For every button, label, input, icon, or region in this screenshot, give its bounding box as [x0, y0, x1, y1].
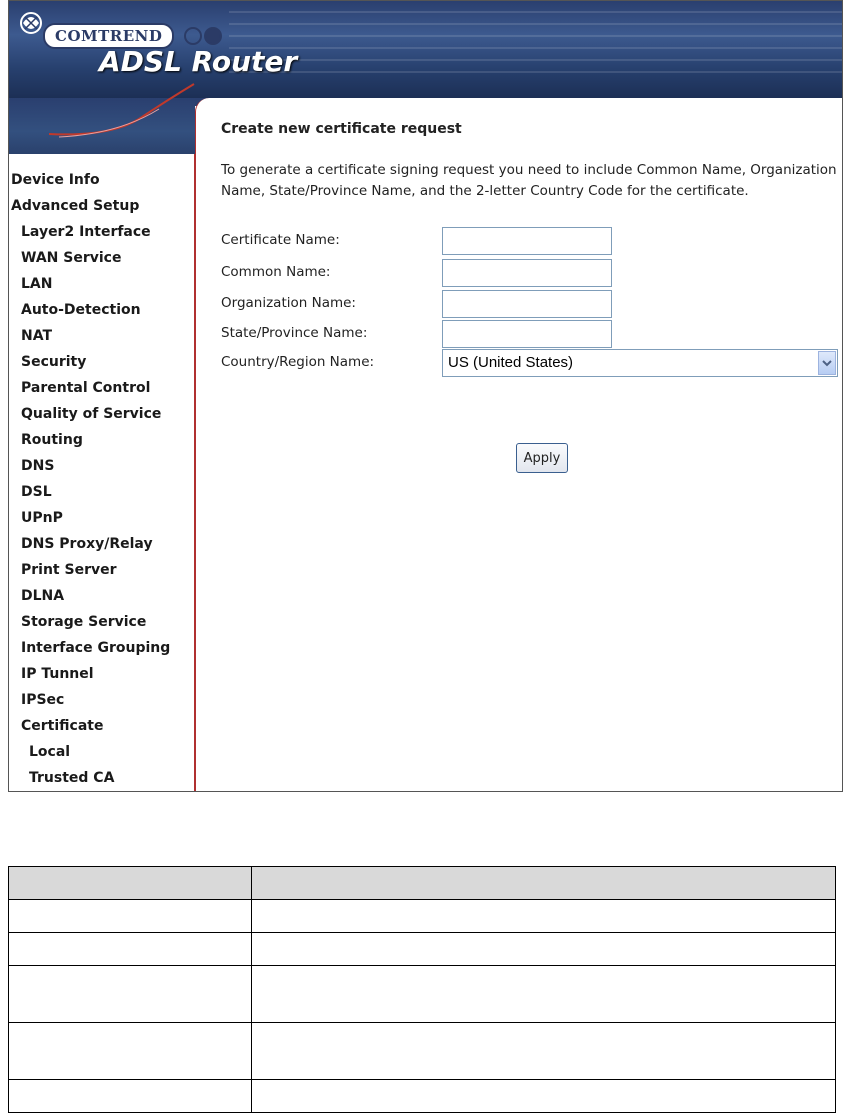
apply-button[interactable]: Apply: [516, 443, 568, 473]
sidebar-item-routing[interactable]: Routing: [21, 432, 83, 448]
sidebar-item-security[interactable]: Security: [21, 354, 87, 370]
router-web-ui-screenshot: [8, 0, 843, 792]
organization-name-label: Organization Name:: [221, 295, 356, 311]
brand-dots-icon: [184, 25, 224, 45]
table-row: [9, 1023, 836, 1080]
table-cell: [252, 966, 836, 1023]
sidebar-item-dns-proxy-relay[interactable]: DNS Proxy/Relay: [21, 536, 153, 552]
main-content: [221, 116, 841, 466]
brand-name: COMTREND: [43, 23, 174, 49]
table-cell: [252, 1080, 836, 1113]
table-cell: [9, 966, 252, 1023]
sidebar-nav: [9, 167, 195, 791]
table-cell: [252, 933, 836, 966]
table-header-cell: [9, 867, 252, 900]
sidebar-item-dsl[interactable]: DSL: [21, 484, 52, 500]
sidebar-item-local[interactable]: Local: [29, 744, 71, 760]
sidebar-item-nat[interactable]: NAT: [21, 328, 53, 344]
table-cell: [9, 1023, 252, 1080]
sidebar-item-quality-of-service[interactable]: Quality of Service: [21, 406, 162, 422]
sidebar-item-storage-service[interactable]: Storage Service: [21, 614, 147, 630]
certificate-name-label: Certificate Name:: [221, 232, 340, 248]
sidebar-item-interface-grouping[interactable]: Interface Grouping: [21, 640, 171, 656]
sidebar-item-dns[interactable]: DNS: [21, 458, 55, 474]
table-cell: [252, 900, 836, 933]
table-row: [9, 933, 836, 966]
table-cell: [252, 1023, 836, 1080]
sidebar-item-device-info[interactable]: Device Info: [11, 172, 100, 188]
sidebar-item-ipsec[interactable]: IPSec: [21, 692, 65, 708]
state-province-name-input[interactable]: [442, 320, 612, 348]
sidebar-item-ip-tunnel[interactable]: IP Tunnel: [21, 666, 94, 682]
sidebar-item-print-server[interactable]: Print Server: [21, 562, 117, 578]
table-cell: [9, 1080, 252, 1113]
country-region-select[interactable]: [442, 349, 838, 377]
common-name-label: Common Name:: [221, 264, 331, 280]
table-cell: [9, 900, 252, 933]
intro-text: To generate a certificate signing request you need to include Common Name, Organization Name, State/Province Name, and the 2-letter Country Code for the certificate.: [221, 162, 837, 199]
table-row: [9, 900, 836, 933]
table-header-row: [9, 867, 836, 900]
product-title: ADSL Router: [99, 45, 298, 78]
header-swoosh-graphic: [49, 79, 199, 139]
state-province-name-label: State/Province Name:: [221, 325, 368, 341]
table-row: [9, 1080, 836, 1113]
sidebar-item-upnp[interactable]: UPnP: [21, 510, 63, 526]
page-title: Create new certificate request: [221, 121, 462, 137]
common-name-input[interactable]: [442, 259, 612, 287]
sidebar-item-auto-detection[interactable]: Auto-Detection: [21, 302, 141, 318]
table-cell: [9, 933, 252, 966]
sidebar-item-dlna[interactable]: DLNA: [21, 588, 65, 604]
table-header-cell: [252, 867, 836, 900]
chevron-down-icon[interactable]: [818, 351, 836, 375]
parameter-table: [8, 866, 836, 1113]
sidebar-item-lan[interactable]: LAN: [21, 276, 53, 292]
country-region-name-label: Country/Region Name:: [221, 354, 375, 370]
organization-name-input[interactable]: [442, 290, 612, 318]
certificate-name-input[interactable]: [442, 227, 612, 255]
sidebar-item-advanced-setup[interactable]: Advanced Setup: [11, 198, 140, 214]
sidebar-item-parental-control[interactable]: Parental Control: [21, 380, 151, 396]
country-region-selected-value: US (United States): [448, 354, 574, 371]
sidebar-item-layer2-interface[interactable]: Layer2 Interface: [21, 224, 151, 240]
sidebar-item-trusted-ca[interactable]: Trusted CA: [29, 770, 115, 786]
sidebar-item-certificate[interactable]: Certificate: [21, 718, 104, 734]
table-row: [9, 966, 836, 1023]
sidebar-item-wan-service[interactable]: WAN Service: [21, 250, 122, 266]
